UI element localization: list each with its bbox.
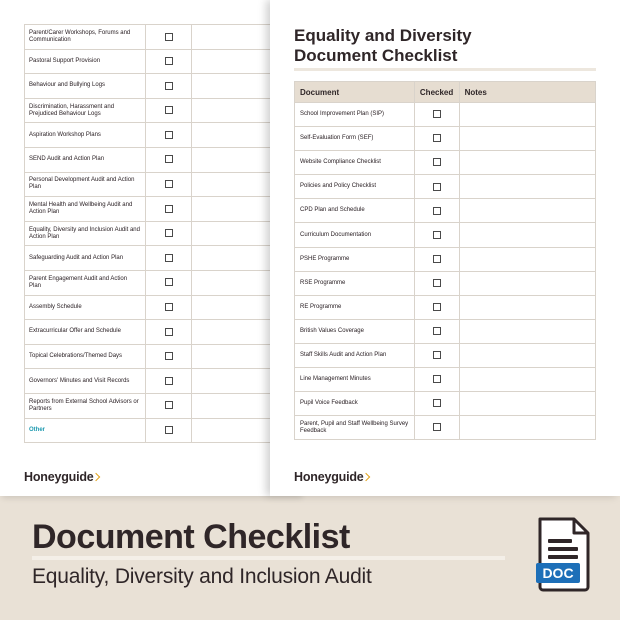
row-checked-cell <box>145 172 192 197</box>
row-label: Parent Engagement Audit and Action Plan <box>25 270 146 295</box>
table-row <box>25 344 274 369</box>
row-notes-cell[interactable] <box>192 320 274 345</box>
row-checked-cell <box>145 246 192 271</box>
row-label: Reports from External School Advisors or Partners <box>25 393 146 418</box>
page-title <box>294 26 472 66</box>
row-checkbox[interactable] <box>165 106 173 114</box>
row-notes-cell[interactable] <box>192 270 274 295</box>
row-notes-cell[interactable] <box>192 25 274 50</box>
row-label: Curriculum Documentation <box>295 223 415 247</box>
honeyguide-logo-right <box>294 470 369 484</box>
row-checked-cell <box>145 197 192 222</box>
row-notes-cell[interactable] <box>192 344 274 369</box>
row-label: Equality, Diversity and Inclusion Audit and Action Plan <box>25 221 146 246</box>
row-notes-cell[interactable] <box>192 123 274 148</box>
row-checkbox[interactable] <box>165 82 173 90</box>
table-row <box>295 368 596 392</box>
row-notes-cell[interactable] <box>459 223 595 247</box>
row-checkbox[interactable] <box>433 110 441 118</box>
row-checked-cell <box>414 416 459 440</box>
row-label: Topical Celebrations/Themed Days <box>25 344 146 369</box>
row-checked-cell <box>414 103 459 127</box>
row-checked-cell <box>145 344 192 369</box>
row-checkbox[interactable] <box>165 426 173 434</box>
row-checked-cell <box>414 319 459 343</box>
checklist-page-right <box>270 0 620 496</box>
row-label: PSHE Programme <box>295 247 415 271</box>
row-checkbox[interactable] <box>165 180 173 188</box>
row-checkbox[interactable] <box>165 254 173 262</box>
row-checkbox[interactable] <box>165 352 173 360</box>
row-checkbox[interactable] <box>165 401 173 409</box>
row-label: Pastoral Support Provision <box>25 49 146 74</box>
row-notes-cell[interactable] <box>459 319 595 343</box>
row-label: Self-Evaluation Form (SEF) <box>295 127 415 151</box>
row-notes-cell[interactable] <box>459 175 595 199</box>
row-checked-cell <box>145 418 192 443</box>
doc-file-icon <box>536 517 592 593</box>
table-row <box>25 123 274 148</box>
row-checkbox[interactable] <box>433 231 441 239</box>
row-label: Discrimination, Harassment and Prejudiced Behaviour Logs <box>25 98 146 123</box>
row-notes-cell[interactable] <box>459 343 595 367</box>
row-notes-cell[interactable] <box>192 172 274 197</box>
row-label: British Values Coverage <box>295 319 415 343</box>
left-checklist-table <box>24 24 274 443</box>
row-label: Staff Skills Audit and Action Plan <box>295 343 415 367</box>
table-row <box>295 271 596 295</box>
row-checkbox[interactable] <box>433 303 441 311</box>
brand-text: Honeyguide <box>24 470 94 484</box>
row-checkbox[interactable] <box>433 423 441 431</box>
row-checked-cell <box>414 199 459 223</box>
row-checked-cell <box>414 343 459 367</box>
table-row <box>25 147 274 172</box>
file-line <box>548 547 578 551</box>
row-checkbox[interactable] <box>433 134 441 142</box>
column-header-checked: Checked <box>414 82 459 103</box>
row-checkbox[interactable] <box>165 155 173 163</box>
table-row <box>25 320 274 345</box>
row-label: Pupil Voice Feedback <box>295 392 415 416</box>
row-notes-cell[interactable] <box>192 246 274 271</box>
row-label: School Improvement Plan (SIP) <box>295 103 415 127</box>
row-checked-cell <box>145 295 192 320</box>
right-checklist-table <box>294 81 596 440</box>
doc-badge-label: DOC <box>542 565 574 581</box>
row-checkbox[interactable] <box>165 57 173 65</box>
row-notes-cell[interactable] <box>192 49 274 74</box>
row-checkbox[interactable] <box>165 377 173 385</box>
row-notes-cell[interactable] <box>459 103 595 127</box>
table-row <box>25 295 274 320</box>
table-row <box>295 151 596 175</box>
table-row <box>25 25 274 50</box>
row-label: CPD Plan and Schedule <box>295 199 415 223</box>
row-label: Parent, Pupil and Staff Wellbeing Survey Feedback <box>295 416 415 440</box>
banner-title: Document Checklist <box>32 518 350 556</box>
row-checked-cell <box>145 221 192 246</box>
row-label: Governors' Minutes and Visit Records <box>25 369 146 394</box>
table-row <box>25 221 274 246</box>
row-checked-cell <box>414 175 459 199</box>
row-checked-cell <box>145 49 192 74</box>
row-notes-cell[interactable] <box>192 197 274 222</box>
honeyguide-logo-left <box>24 470 99 484</box>
row-checkbox[interactable] <box>165 278 173 286</box>
table-row <box>25 49 274 74</box>
row-notes-cell[interactable] <box>459 368 595 392</box>
row-label: SEND Audit and Action Plan <box>25 147 146 172</box>
table-row <box>25 197 274 222</box>
row-checked-cell <box>414 295 459 319</box>
row-notes-cell[interactable] <box>459 127 595 151</box>
row-label: Safeguarding Audit and Action Plan <box>25 246 146 271</box>
table-row <box>295 127 596 151</box>
table-row <box>295 175 596 199</box>
row-checked-cell <box>145 147 192 172</box>
row-label: Extracurricular Offer and Schedule <box>25 320 146 345</box>
row-notes-cell[interactable] <box>459 271 595 295</box>
row-checkbox[interactable] <box>433 255 441 263</box>
table-row <box>25 418 274 443</box>
row-checkbox[interactable] <box>433 327 441 335</box>
row-label: Assembly Schedule <box>25 295 146 320</box>
row-checkbox[interactable] <box>165 328 173 336</box>
row-checked-cell <box>414 127 459 151</box>
row-checked-cell <box>145 320 192 345</box>
row-notes-cell[interactable] <box>459 247 595 271</box>
row-checkbox[interactable] <box>433 399 441 407</box>
table-row <box>295 199 596 223</box>
row-checkbox[interactable] <box>433 207 441 215</box>
banner-subtitle: Equality, Diversity and Inclusion Audit <box>32 565 372 588</box>
row-checked-cell <box>145 123 192 148</box>
table-row <box>295 247 596 271</box>
column-header-document: Document <box>295 82 415 103</box>
row-label: Website Compliance Checklist <box>295 151 415 175</box>
row-notes-cell[interactable] <box>192 418 274 443</box>
table-row <box>25 369 274 394</box>
row-checkbox[interactable] <box>433 183 441 191</box>
row-label: RSE Programme <box>295 271 415 295</box>
row-checked-cell <box>414 223 459 247</box>
table-row <box>25 246 274 271</box>
row-notes-cell[interactable] <box>192 147 274 172</box>
row-notes-cell[interactable] <box>459 416 595 440</box>
row-checked-cell <box>145 74 192 99</box>
row-checked-cell <box>414 392 459 416</box>
row-label: Policies and Policy Checklist <box>295 175 415 199</box>
row-checked-cell <box>145 270 192 295</box>
table-header-row <box>295 82 596 103</box>
row-label: Personal Development Audit and Action Plan <box>25 172 146 197</box>
table-row <box>25 393 274 418</box>
file-line <box>548 555 578 559</box>
table-row <box>295 103 596 127</box>
row-checked-cell <box>145 98 192 123</box>
title-underline <box>294 68 596 71</box>
row-notes-cell[interactable] <box>192 295 274 320</box>
row-checked-cell <box>414 151 459 175</box>
row-checkbox[interactable] <box>433 351 441 359</box>
file-line <box>548 539 572 543</box>
row-notes-cell[interactable] <box>459 199 595 223</box>
row-label: RE Programme <box>295 295 415 319</box>
row-checkbox[interactable] <box>433 279 441 287</box>
row-label: Other <box>25 418 146 443</box>
row-label: Mental Health and Wellbeing Audit and Action Plan <box>25 197 146 222</box>
row-notes-cell[interactable] <box>459 295 595 319</box>
row-notes-cell[interactable] <box>192 369 274 394</box>
row-label: Aspiration Workshop Plans <box>25 123 146 148</box>
row-notes-cell[interactable] <box>192 98 274 123</box>
table-row <box>295 392 596 416</box>
row-checkbox[interactable] <box>433 158 441 166</box>
table-row <box>25 172 274 197</box>
row-checkbox[interactable] <box>165 131 173 139</box>
page-title-line-2: Document Checklist <box>294 46 458 65</box>
checklist-page-left <box>0 0 300 496</box>
row-notes-cell[interactable] <box>192 74 274 99</box>
row-checked-cell <box>145 25 192 50</box>
row-checked-cell <box>145 369 192 394</box>
table-row <box>295 416 596 440</box>
table-row <box>25 74 274 99</box>
row-checked-cell <box>145 393 192 418</box>
row-checkbox[interactable] <box>165 205 173 213</box>
row-notes-cell[interactable] <box>192 221 274 246</box>
row-notes-cell[interactable] <box>459 392 595 416</box>
row-checked-cell <box>414 271 459 295</box>
column-header-notes: Notes <box>459 82 595 103</box>
table-row <box>295 343 596 367</box>
row-notes-cell[interactable] <box>192 393 274 418</box>
row-checkbox[interactable] <box>433 375 441 383</box>
row-notes-cell[interactable] <box>459 151 595 175</box>
row-checked-cell <box>414 247 459 271</box>
row-checkbox[interactable] <box>165 229 173 237</box>
brand-text: Honeyguide <box>294 470 364 484</box>
banner-underline <box>32 556 505 560</box>
row-checkbox[interactable] <box>165 33 173 41</box>
row-label: Behaviour and Bullying Logs <box>25 74 146 99</box>
table-row <box>295 295 596 319</box>
table-row <box>295 319 596 343</box>
table-row <box>295 223 596 247</box>
row-label: Line Management Minutes <box>295 368 415 392</box>
row-checked-cell <box>414 368 459 392</box>
page-title-line-1: Equality and Diversity <box>294 26 472 45</box>
table-row <box>25 98 274 123</box>
table-row <box>25 270 274 295</box>
row-checkbox[interactable] <box>165 303 173 311</box>
row-label: Parent/Carer Workshops, Forums and Communication <box>25 25 146 50</box>
